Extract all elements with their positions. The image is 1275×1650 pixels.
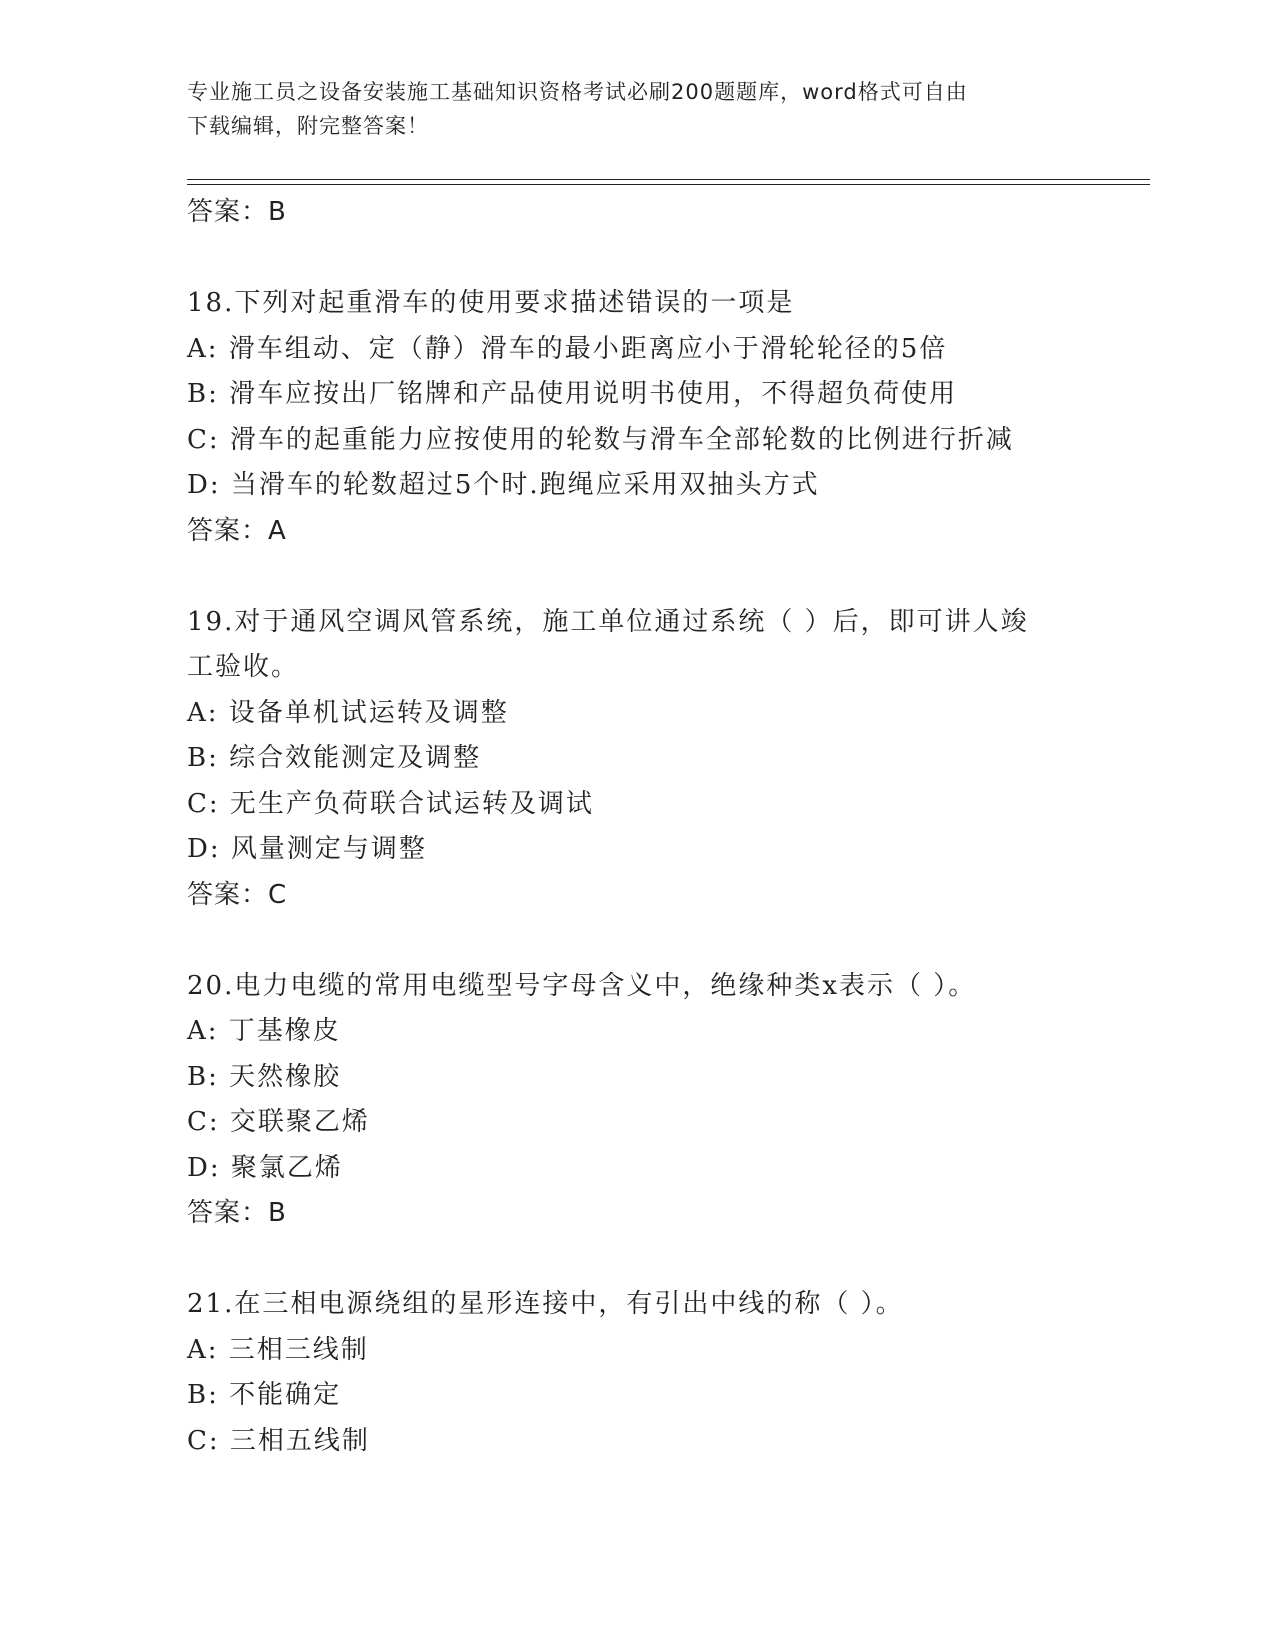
spacer [187, 236, 1087, 282]
option-b: B: 滑车应按出厂铭牌和产品使用说明书使用，不得超负荷使用 [187, 379, 958, 409]
header-line-2: 下载编辑，附完整答案！ [187, 114, 429, 138]
question-stem: 21.在三相电源绕组的星形连接中，有引出中线的称（ ）。 [187, 1289, 904, 1319]
spacer [187, 554, 1087, 600]
option-c: C: 交联聚乙烯 [187, 1107, 370, 1137]
answer-line: 答案：C [187, 879, 288, 910]
document-header [187, 75, 1067, 143]
question-19 [187, 600, 1087, 919]
option-b: B: 不能确定 [187, 1380, 342, 1410]
answer-line: 答案：B [187, 1198, 287, 1228]
question-21 [187, 1282, 1087, 1464]
question-20 [187, 964, 1087, 1237]
answer-line: 答案：A [187, 515, 287, 546]
header-rule-top [187, 179, 1150, 180]
header-line-1: 专业施工员之设备安装施工基础知识资格考试必刷200题题库，word格式可自由 [187, 80, 968, 104]
option-c: C: 三相五线制 [187, 1425, 370, 1456]
spacer [187, 918, 1087, 964]
option-d: D: 当滑车的轮数超过5个时.跑绳应采用双抽头方式 [187, 470, 820, 500]
question-list [187, 190, 1087, 1464]
option-c: C: 无生产负荷联合试运转及调试 [187, 788, 594, 819]
question-stem: 18.下列对起重滑车的使用要求描述错误的一项是 [187, 288, 795, 318]
question-stem-continued: 工验收。 [187, 652, 300, 682]
question-18 [187, 281, 1087, 554]
spacer [187, 1237, 1087, 1283]
question-stem: 19.对于通风空调风管系统，施工单位通过系统（ ）后，即可讲人竣 [187, 606, 1029, 637]
question-stem: 20.电力电缆的常用电缆型号字母含义中，绝缘种类x表示（ ）。 [187, 970, 977, 1001]
option-a: A: 滑车组动、定（静）滑车的最小距离应小于滑轮轮径的5倍 [187, 333, 948, 364]
option-d: D: 聚氯乙烯 [187, 1152, 343, 1183]
option-d: D: 风量测定与调整 [187, 834, 427, 864]
option-b: B: 天然橡胶 [187, 1061, 342, 1092]
answer-line: 答案：B [187, 197, 287, 227]
option-a: A: 设备单机试运转及调整 [187, 697, 509, 728]
header-rule-bottom [187, 184, 1150, 185]
option-a: A: 丁基橡皮 [187, 1016, 341, 1046]
option-a: A: 三相三线制 [187, 1334, 369, 1365]
option-c: C: 滑车的起重能力应按使用的轮数与滑车全部轮数的比例进行折减 [187, 424, 1014, 455]
option-b: B: 综合效能测定及调整 [187, 743, 482, 773]
